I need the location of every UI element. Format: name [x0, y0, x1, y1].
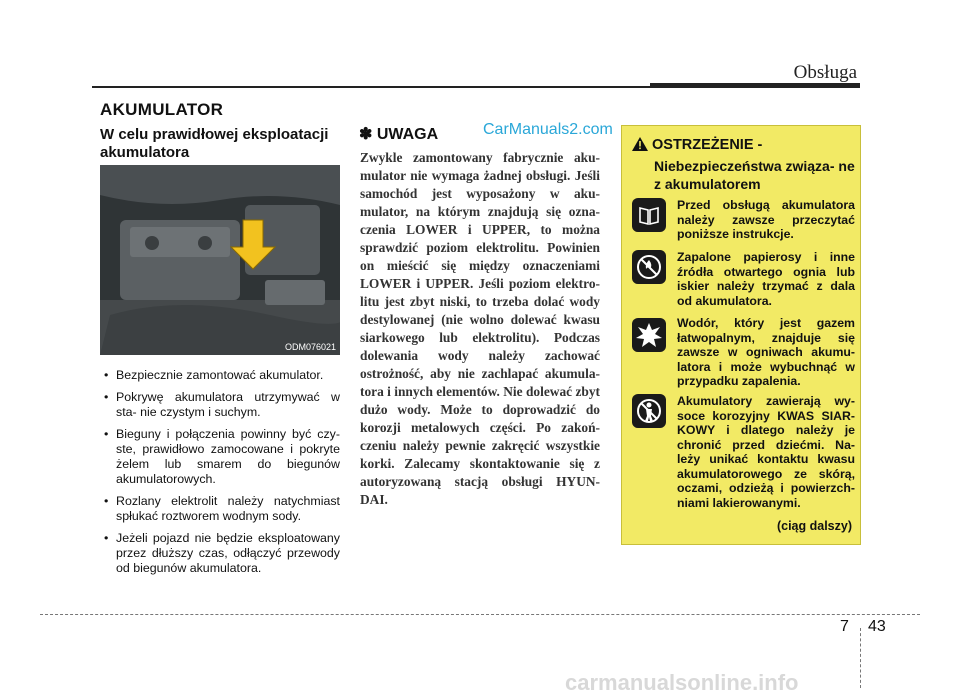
list-item: • Jeżeli pojazd nie będzie eksploatowany przez dłuższy czas, odłączyć przewody od biegunów akumulatora. [100, 531, 340, 576]
warning-title: OSTRZEŻENIE - [652, 137, 763, 153]
warning-header [632, 136, 857, 156]
subheading: W celu prawidłowej eksploatacji akumulatora [100, 126, 329, 161]
warning-item-text: Akumulatory zawierają wy- soce korozyjny KWAS SIAR- KOWY i dlatego należy je chronić przed dziećmi. Na- leży unikać kontaktu kwasu akumulatorowego ze skórą, oczami, odzieżą i powierzch- niami lakierowanymi. [677, 394, 855, 510]
keep-away-children-icon [632, 394, 666, 428]
warning-item-text: Przed obsługą akumulatora należy zawsze przeczytać poniższe instrukcje. [677, 198, 855, 241]
warning-triangle-icon [632, 137, 648, 156]
footer-vertical-divider [860, 628, 861, 688]
battery-care-list [100, 368, 340, 583]
chapter-number: 7 [840, 618, 849, 635]
list-item: • Bezpiecznie zamontować akumulator. [100, 368, 340, 383]
watermark-link[interactable]: CarManuals2.com [483, 121, 613, 138]
page-number: 43 [868, 618, 886, 635]
notice-text: Zwykle zamontowany fabrycznie aku- mulator nie wymaga żadnej obsługi. Jeśli samochód jest wyposażony w aku- mulator, na którym znajdują się ozna- czenia LOWER i UPPER, to można sprawdzić poziom elektrolitu. Powinien on mieścić się między oznaczeniami LOWER i UPPER. Jeśli poziom elektro- litu jest zbyt niski, to trzeba dolać wody destylowanej (nie wolno dolewać kwasu siarkowego lub elektrolitu). Podczas dolewania wody należy zachować ostrożność, aby nie zachlapać akumula- tora i innych elementów. Nie dolewać zbyt dużo wody. Może to doprowadzić do korozji metalowych części. Po zakoń- czeniu należy pewnie zakręcić wszystkie korki. Zalecamy skontaktowanie się z autoryzowaną stacją obsługi HYUN- DAI. [360, 150, 600, 507]
image-code: ODM076021 [284, 342, 336, 352]
no-fire-icon [632, 250, 666, 284]
notice-title: ✽ UWAGA [359, 126, 439, 143]
book-icon [632, 198, 666, 232]
page-header-title: Obsługa [793, 62, 857, 83]
warning-subtitle: Niebezpieczeństwa związa- ne z akumulatorem [654, 158, 855, 192]
engine-bay-illustration [100, 165, 340, 355]
list-item: • Pokrywę akumulatora utrzymywać w sta- nie czystym i suchym. [100, 390, 340, 420]
explosion-icon [632, 318, 666, 352]
continued-label: (ciąg dalszy) [776, 519, 852, 533]
warning-item-text: Wodór, który jest gazem łatwopalnym, znajduje się zawsze w ogniwach akumu- latora i może wybuchnąć w przypadku zapalenia. [677, 316, 855, 388]
footer-divider [40, 614, 920, 615]
list-item: • Rozlany elektrolit należy natychmiast spłukać roztworem wodnym sody. [100, 494, 340, 524]
footer-watermark[interactable]: carmanualsonline.info [565, 670, 799, 695]
section-title: AKUMULATOR [100, 100, 224, 119]
warning-item-text: Zapalone papierosy i inne źródła otwartego ognia lub iskier należy trzymać z dala od akumulatora. [677, 250, 855, 308]
battery-photo [100, 165, 340, 355]
list-item: • Bieguny i połączenia powinny być czy- ste, prawidłowo zamocowane i pokryte żelem lub smarem do biegunów akumulatorowych. [100, 427, 340, 487]
header-divider-accent [650, 83, 860, 88]
warning-box [621, 125, 861, 545]
